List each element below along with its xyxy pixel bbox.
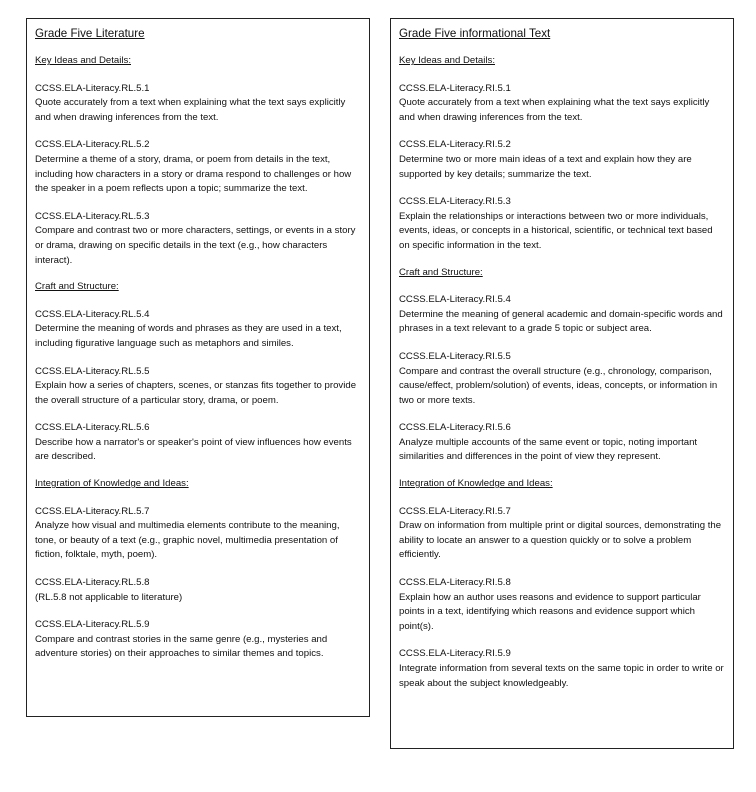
standard-code: CCSS.ELA-Literacy.RI.5.9 — [399, 648, 511, 660]
standard-item — [399, 195, 725, 253]
informational-text-box — [390, 18, 734, 749]
standard-text: Compare and contrast the overall structure (e.g., chronology, comparison, cause/effect, problem/solution) of events, ideas, concepts, or information in two or more texts. — [399, 365, 718, 406]
standard-text: Describe how a narrator's or speaker's point of view influences how events are described. — [35, 436, 352, 463]
standard-code: CCSS.ELA-Literacy.RI.5.3 — [399, 196, 511, 208]
standard-code: CCSS.ELA-Literacy.RI.5.6 — [399, 422, 511, 434]
standard-text: Analyze how visual and multimedia elements contribute to the meaning, tone, or beauty of a text (e.g., graphic novel, multimedia presentation of fiction, folktale, myth, poem). — [35, 520, 340, 561]
standard-text: Determine a theme of a story, drama, or poem from details in the text, including how characters in a story or drama respond to challenges or how the speaker in a poem reflects upon a topic; summarize the text. — [35, 153, 352, 195]
standard-item — [399, 421, 725, 465]
standard-code: CCSS.ELA-Literacy.RL.5.9 — [35, 619, 150, 631]
informational-text-title: Grade Five informational Text — [399, 27, 551, 40]
standard-code: CCSS.ELA-Literacy.RI.5.7 — [399, 505, 511, 517]
standard-code: CCSS.ELA-Literacy.RI.5.8 — [399, 577, 511, 589]
literature-box — [26, 18, 370, 717]
standard-item — [399, 138, 725, 182]
standard-item — [399, 647, 725, 691]
standard-text: Determine the meaning of general academic and domain-specific words and phrases in a text relevant to a grade 5 topic or subject area. — [399, 308, 723, 335]
standard-item — [35, 421, 361, 465]
standard-text: Explain how an author uses reasons and evidence to support particular points in a text, identifying which reasons and evidence support which point(s). — [399, 591, 701, 632]
standard-code: CCSS.ELA-Literacy.RI.5.5 — [399, 350, 511, 362]
standard-item — [399, 576, 725, 634]
standard-item — [35, 576, 361, 605]
standard-item — [35, 82, 361, 126]
standard-text: Analyze multiple accounts of the same event or topic, noting important similarities and differences in the point of view they represent. — [399, 436, 698, 463]
standard-text: Quote accurately from a text when explaining what the text says explicitly and when drawing inferences from the text. — [35, 97, 346, 123]
standard-item — [399, 293, 725, 337]
standard-code: CCSS.ELA-Literacy.RI.5.1 — [399, 82, 511, 94]
standard-code: CCSS.ELA-Literacy.RL.5.5 — [35, 365, 150, 377]
standard-item — [399, 82, 725, 126]
literature-title: Grade Five Literature — [35, 27, 145, 40]
standard-item — [399, 505, 725, 563]
standard-text: Explain how a series of chapters, scenes, or stanzas fits together to provide the overall structure of a particular story, drama, or poem. — [35, 380, 357, 406]
standard-item — [35, 618, 361, 662]
standard-item — [35, 138, 361, 196]
section-heading: Integration of Knowledge and Ideas: — [399, 478, 553, 490]
standard-item — [35, 210, 361, 268]
standard-text: Compare and contrast stories in the same genre (e.g., mysteries and adventure stories) on their approaches to similar themes and topics. — [35, 633, 328, 660]
standard-code: CCSS.ELA-Literacy.RI.5.2 — [399, 139, 511, 151]
standard-code: CCSS.ELA-Literacy.RL.5.3 — [35, 210, 150, 222]
standard-item — [399, 350, 725, 408]
standard-item — [35, 365, 361, 409]
standard-code: CCSS.ELA-Literacy.RL.5.6 — [35, 422, 150, 434]
standard-text: Determine the meaning of words and phrases as they are used in a text, including figurative language such as metaphors and similes. — [35, 323, 342, 349]
standard-code: CCSS.ELA-Literacy.RL.5.1 — [35, 82, 150, 94]
section-heading: Craft and Structure: — [399, 266, 483, 278]
standard-text: Explain the relationships or interactions between two or more individuals, events, ideas, or concepts in a historical, scientific, or technical text based on specific information in the text. — [399, 210, 713, 251]
section-heading: Key Ideas and Details: — [35, 55, 131, 66]
standard-text: Compare and contrast two or more characters, settings, or events in a story or drama, drawing on specific details in the text (e.g., how characters interact). — [35, 225, 356, 266]
standard-text: Draw on information from multiple print or digital sources, demonstrating the ability to locate an answer to a question quickly or to solve a problem efficiently. — [399, 520, 722, 561]
standard-code: CCSS.ELA-Literacy.RL.5.7 — [35, 505, 150, 517]
standard-text: Integrate information from several texts on the same topic in order to write or speak about the subject knowledgeably. — [399, 663, 724, 689]
standard-item — [35, 308, 361, 352]
section-heading: Integration of Knowledge and Ideas: — [35, 478, 189, 490]
standard-text: (RL.5.8 not applicable to literature) — [35, 591, 183, 603]
standard-text: Quote accurately from a text when explaining what the text says explicitly and when drawing inferences from the text. — [399, 97, 710, 123]
standard-text: Determine two or more main ideas of a text and explain how they are supported by key details; summarize the text. — [399, 153, 692, 180]
section-heading: Key Ideas and Details: — [399, 55, 495, 66]
standard-item — [35, 505, 361, 563]
standard-code: CCSS.ELA-Literacy.RI.5.4 — [399, 294, 511, 306]
section-heading: Craft and Structure: — [35, 281, 119, 293]
standard-code: CCSS.ELA-Literacy.RL.5.4 — [35, 308, 150, 320]
standard-code: CCSS.ELA-Literacy.RL.5.8 — [35, 577, 150, 589]
standard-code: CCSS.ELA-Literacy.RL.5.2 — [35, 139, 150, 151]
